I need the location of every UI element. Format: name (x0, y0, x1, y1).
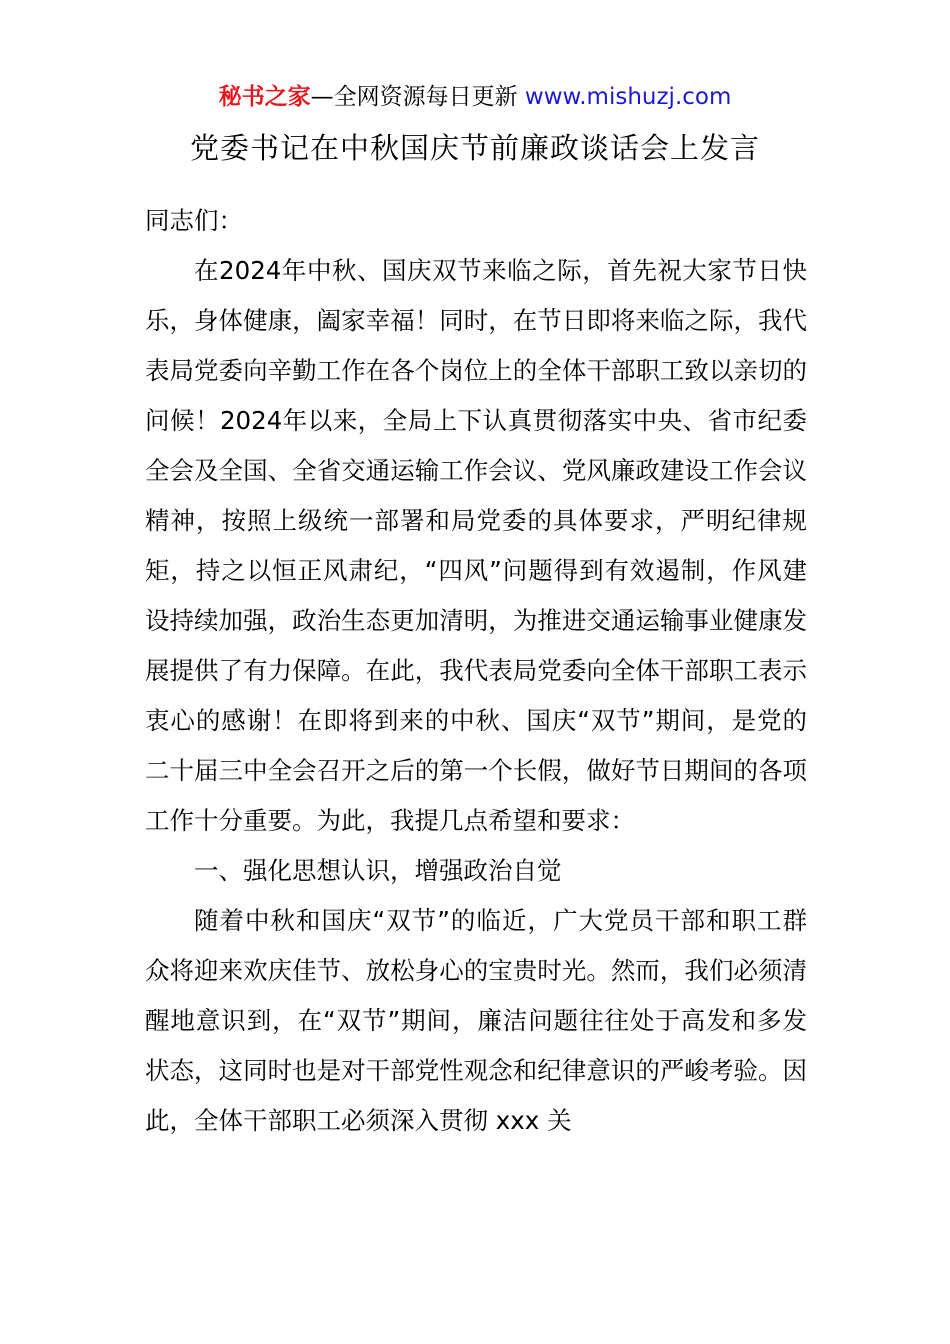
paragraph: 随着中秋和国庆“双节”的临近，广大党员干部和职工群众将迎来欢庆佳节、放松身心的宝贵时光。然而，我们必须清醒地意识到，在“双节”期间，廉洁问题往往处于高发和多发状态，这同时也是对干部党性观念和纪律意识的严峻考验。因此，全体干部职工必须深入贯彻 xxx 关 (145, 906, 807, 1135)
brand-name: 秘书之家 (218, 84, 311, 110)
section-heading: 一、强化思想认识，增强政治自觉 (194, 856, 562, 885)
site-url-link[interactable]: www.mishuzj.com (524, 84, 732, 110)
site-header (0, 80, 950, 114)
paragraph: 在2024年中秋、国庆双节来临之际，首先祝大家节日快乐，身体健康，阖家幸福！同时，在节日即将来临之际，我代表局党委向辛勤工作在各个岗位上的全体干部职工致以亲切的问候！2024年以来，全局上下认真贯彻落实中央、省市纪委全会及全国、全省交通运输工作会议、党风廉政建设工作会议精神，按照上级统一部署和局党委的具体要求，严明纪律规矩，持之以恒正风肃纪，“四风”问题得到有效遏制，作风建设持续加强，政治生态更加清明，为推进交通运输事业健康发展提供了有力保障。在此，我代表局党委向全体干部职工表示衷心的感谢！在即将到来的中秋、国庆“双节”期间，是党的二十届三中全会召开之后的第一个长假，做好节日期间的各项工作十分重要。为此，我提几点希望和要求： (145, 256, 807, 835)
header-tagline: —全网资源每日更新 (310, 84, 525, 110)
document-title: 党委书记在中秋国庆节前廉政谈话会上发言 (189, 131, 760, 165)
salutation: 同志们： (145, 206, 243, 235)
document-body (145, 196, 807, 1146)
